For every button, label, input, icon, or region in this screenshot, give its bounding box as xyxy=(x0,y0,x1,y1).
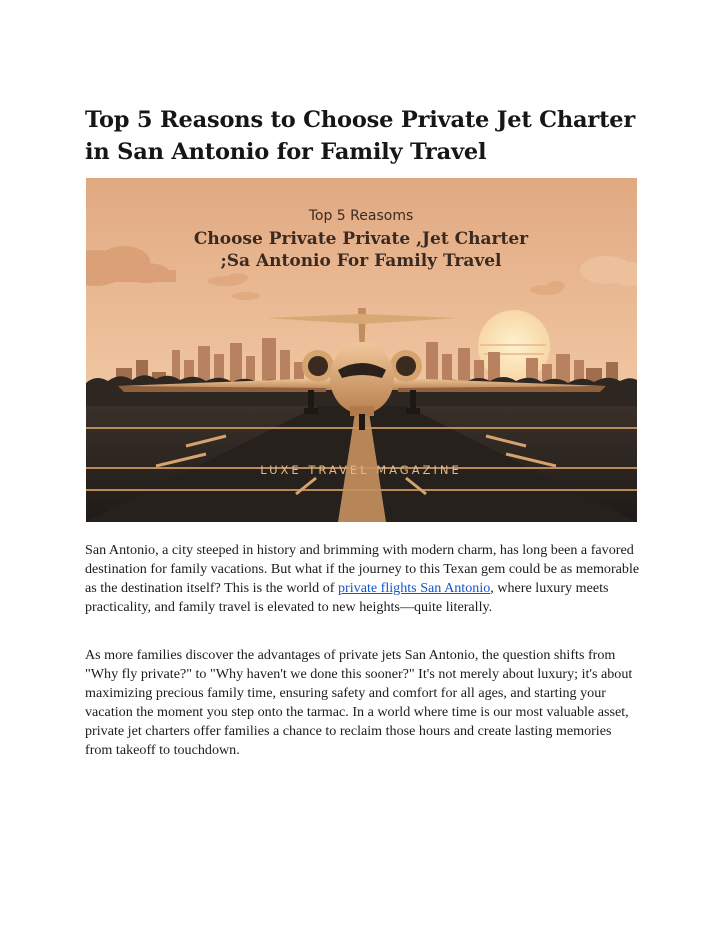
paragraph-intro-text: San Antonio, a city steeped in history and brimming with modern charm, has long been a favored destination for family vacations. But what if the journey to this Texan gem could be as memorable as the destination itself? This is the world of xyxy=(85,542,640,596)
hero-illustration xyxy=(86,178,637,522)
paragraph-intro xyxy=(85,541,641,617)
hero-line2: Choose Private Private ,Jet Charter xyxy=(193,229,529,249)
hero-line1: Top 5 Reasoms xyxy=(308,208,414,224)
hero-watermark: LUXE TRAVEL MAGAZINE xyxy=(260,463,462,477)
hero-image xyxy=(86,178,637,522)
cloud-small-2 xyxy=(232,292,260,300)
private-flights-link[interactable]: private flights San Antonio xyxy=(338,580,491,596)
paragraph-advantages: As more families discover the advantages of private jets San Antonio, the question shifts from "Why fly private?" to "Why haven't we done this sooner?" It's not merely about luxury; it's about maximizing precious family time, ensuring safety and comfort for all ages, and starting your vacation the moment you step onto the tarmac. In a world where time is our most valuable asset, private jet charters offer families a chance to reclaim those hours and create lasting memories from takeoff to touchdown. xyxy=(85,647,633,758)
paragraph-intro-text-end: , where luxury meets practicality, and family travel is elevated to new heights—quite literally. xyxy=(85,580,609,615)
hero-line3: ;Sa Antonio For Family Travel xyxy=(220,251,502,271)
article-title: Top 5 Reasons to Choose Private Jet Charter in San Antonio for Family Travel xyxy=(85,107,636,165)
